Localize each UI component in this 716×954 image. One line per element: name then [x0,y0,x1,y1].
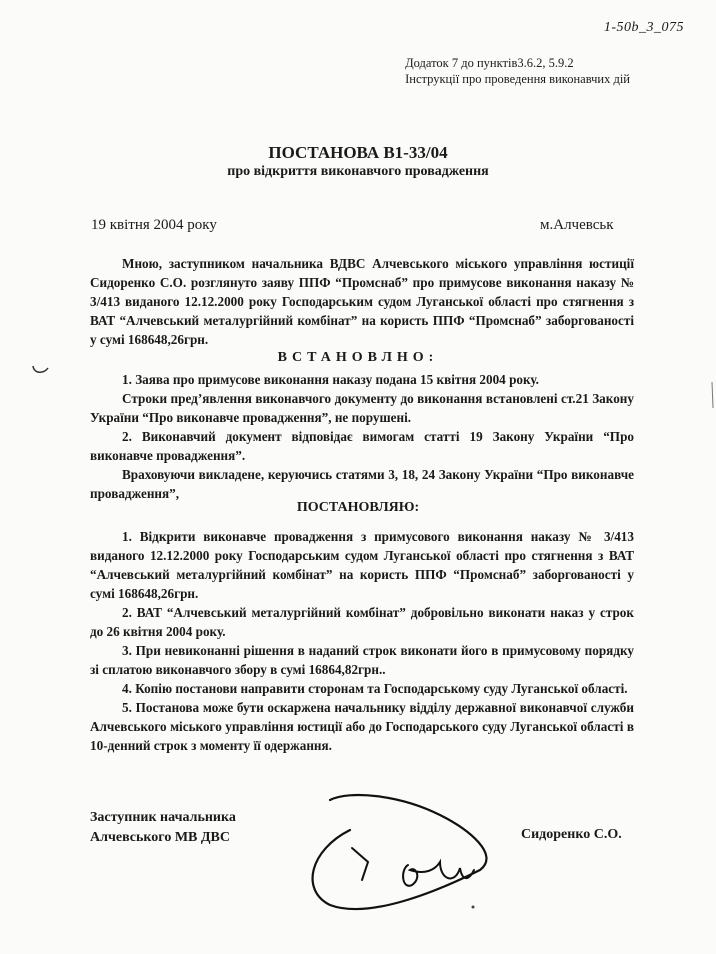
intro-text: Мною, заступником начальника ВДВС Алчевського міського управління юстиції Сидоренко С.О. розглянуто заяву ППФ “Промснаб” про примусове виконання наказу № 3/413 виданого 12.12.2000 року Господарським судом Луганської області про стягнення з ВАТ “Алчевський металургійний комбінат” на користь ППФ “Промснаб” заборгованості у сумі 168648,26грн. [90,256,634,347]
scan-artifact-dot [465,900,481,914]
resolve-item: 4. Копію постанови направити сторонам та Господарському суду Луганської області. [122,681,628,696]
intro-paragraph [90,254,634,349]
resolve-item: 2. ВАТ “Алчевський металургійний комбінат” добровільно виконати наказ у строк до 26 квітня 2004 року. [90,605,634,639]
resolve-section [90,527,634,755]
established-section [90,370,634,503]
annex-line-1: Додаток 7 до пунктів3.6.2, 5.9.2 [405,56,574,70]
resolve-item: 5. Постанова може бути оскаржена начальнику відділу державної виконавчої служби Алчевського міського управління юстиції або до Господарського суду Луганської області в 10-денний строк з моменту її одержання. [90,700,634,753]
document-title: ПОСТАНОВА В1-33/04 [268,143,448,162]
scan-artifact-mark [700,380,716,410]
signatory-position-line-2: Алчевського МВ ДВС [90,830,230,845]
established-item: 1. Заява про примусове виконання наказу подана 15 квітня 2004 року. [122,372,539,387]
document-city: м.Алчевськ [540,217,614,233]
resolve-item: 3. При невиконанні рішення в наданий строк виконати його в примусовому порядку зі сплатою виконавчого збору в сумі 16864,82грн.. [90,643,634,677]
handwritten-signature [290,770,500,920]
signatory-name: Сидоренко С.О. [521,827,622,842]
established-item: 2. Виконавчий документ відповідає вимогам статті 19 Закону України “Про виконавче провадження”. [90,429,634,463]
resolve-item: 1. Відкрити виконавче провадження з примусового виконання наказу № 3/413 виданого 12.12.2000 року Господарським судом Луганської області про стягнення з ВАТ “Алчевський металургійний комбінат” на користь ППФ “Промснаб” заборгованості у сумі 168648,26грн. [90,529,634,601]
document-subtitle: про відкриття виконавчого провадження [227,164,489,179]
document-date: 19 квітня 2004 року [91,217,217,233]
established-heading: ВСТАНОВЛНО: [277,350,439,365]
resolve-heading: ПОСТАНОВЛЯЮ: [296,500,420,515]
signatory-position [90,808,236,848]
scan-artifact-mark [30,362,52,376]
established-item: Враховуючи викладене, керуючись статями 3, 18, 24 Закону України “Про виконавче провадження”, [90,467,634,501]
document-code: 1-50b_3_075 [603,20,684,35]
annex-line-2: Інструкції про проведення виконавчих дій [405,72,630,86]
established-item: Строки пред’явлення виконавчого документу до виконання встановлені ст.21 Закону України “Про виконавче провадження”, не порушені. [90,391,634,425]
annex-reference [405,55,630,87]
signatory-position-line-1: Заступник начальника [90,810,236,825]
